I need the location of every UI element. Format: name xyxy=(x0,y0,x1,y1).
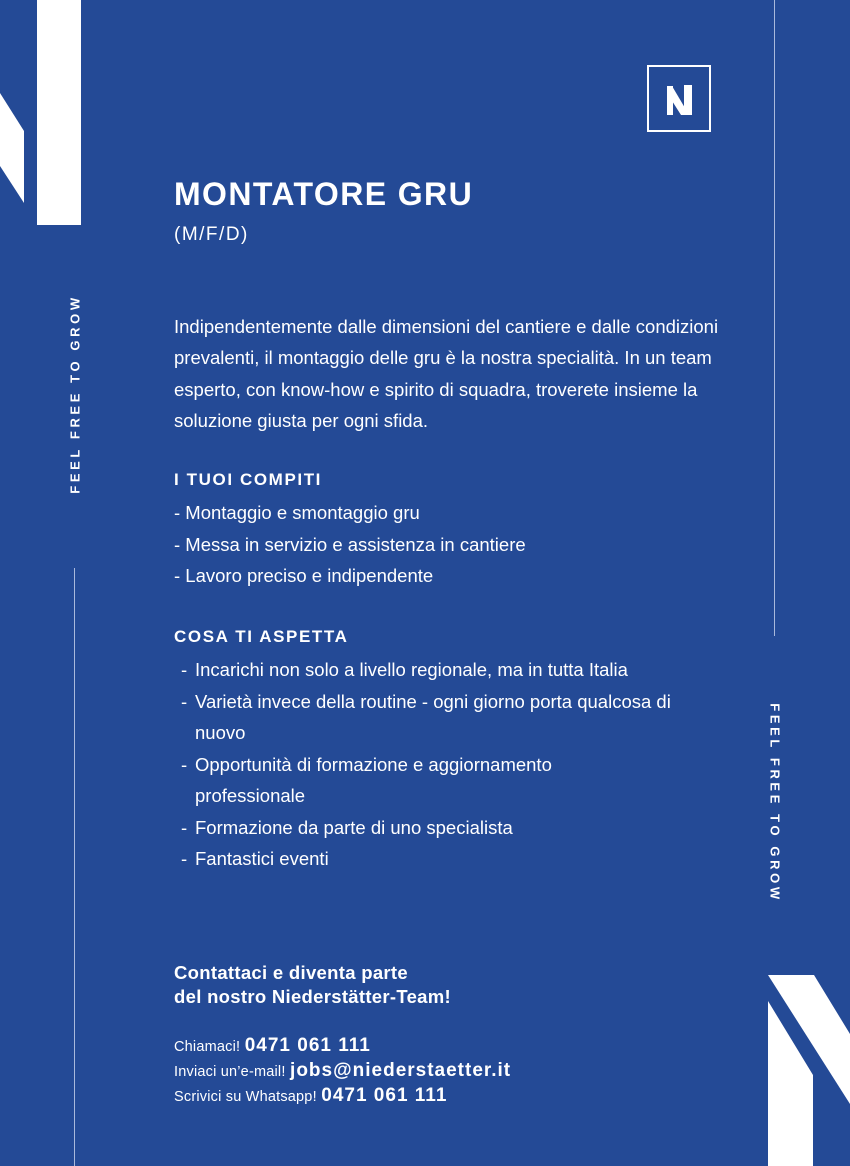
logo xyxy=(647,65,711,132)
list-item: - Montaggio e smontaggio gru xyxy=(174,502,420,523)
list-item: - Formazione da parte di uno specialista xyxy=(181,812,715,844)
offer-list xyxy=(181,654,715,875)
contact-details xyxy=(174,1034,511,1109)
contact-whatsapp: Scrivici su Whatsapp! 0471 061 111 xyxy=(174,1085,448,1106)
whatsapp-link[interactable]: 0471 061 111 xyxy=(321,1085,448,1106)
side-tagline-right: FEEL FREE TO GROW xyxy=(767,703,783,903)
job-gender-note: (M/F/D) xyxy=(174,224,249,245)
contact-phone: Chiamaci! 0471 061 111 xyxy=(174,1035,371,1056)
bullet-dash: - xyxy=(181,690,188,712)
top-left-diagonal-shape xyxy=(0,93,24,203)
side-tagline-left: FEEL FREE TO GROW xyxy=(67,294,83,494)
offer-heading: COSA TI ASPETTA xyxy=(174,627,349,646)
niederstaetter-n-logo-icon xyxy=(649,67,709,130)
tasks-heading: I TUOI COMPITI xyxy=(174,470,323,489)
list-item: - Messa in servizio e assistenza in cantiere xyxy=(174,533,526,555)
job-intro-paragraph: Indipendentemente dalle dimensioni del cantiere e dalle condizioni prevalenti, il montaggio delle gru è la nostra specialità. In un team esperto, con know-how e spirito di squadra, troverete insieme la soluzione giusta per ogni sfida. xyxy=(174,316,719,431)
tasks-list xyxy=(174,497,526,592)
list-item: - Incarichi non solo a livello regionale, ma in tutta Italia xyxy=(181,654,715,686)
job-title: MONTATORE GRU xyxy=(174,176,474,212)
bullet-dash: - xyxy=(181,816,188,838)
top-left-bar-shape xyxy=(37,0,81,225)
list-item: - Opportunità di formazione e aggiornamento professionale xyxy=(181,749,715,812)
email-link[interactable]: jobs@niederstaetter.it xyxy=(290,1060,512,1081)
bullet-dash: - xyxy=(181,848,188,869)
bullet-dash: - xyxy=(181,753,188,775)
left-divider-line xyxy=(74,568,75,1166)
contact-heading: Contattaci e diventa parte del nostro Niederstätter-Team! xyxy=(174,962,451,1007)
phone-link[interactable]: 0471 061 111 xyxy=(244,1035,371,1056)
contact-email: Inviaci un’e-mail! jobs@niederstaetter.it xyxy=(174,1060,512,1081)
list-item: - Lavoro preciso e indipendente xyxy=(174,565,434,586)
list-item: - Fantastici eventi xyxy=(181,843,715,875)
bullet-dash: - xyxy=(181,659,188,680)
right-divider-line xyxy=(774,0,775,636)
list-item: - Varietà invece della routine - ogni giorno porta qualcosa di nuovo xyxy=(181,686,715,749)
